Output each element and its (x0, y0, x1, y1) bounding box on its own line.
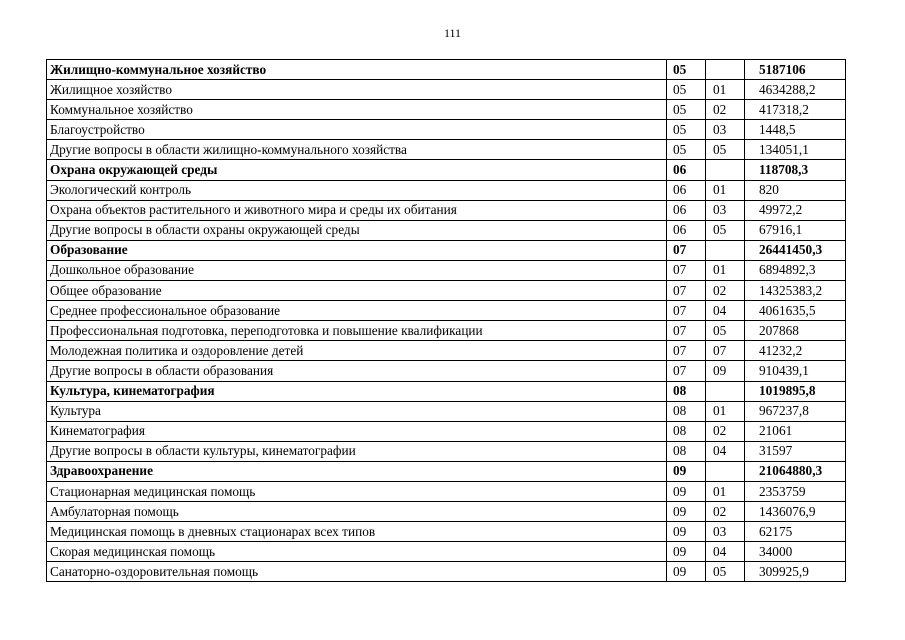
row-section-code-cell: 08 (667, 401, 706, 421)
row-section-code-cell: 09 (667, 481, 706, 501)
row-name-cell: Другие вопросы в области культуры, кинематографии (47, 441, 667, 461)
table-row (47, 441, 846, 461)
row-section-code-cell: 05 (667, 100, 706, 120)
row-subsection-code-cell: 01 (706, 481, 745, 501)
row-amount-cell: 309925,9 (745, 562, 846, 582)
table-row (47, 180, 846, 200)
row-name-cell: Жилищное хозяйство (47, 80, 667, 100)
row-subsection-code-cell: 04 (706, 441, 745, 461)
row-subsection-code-cell (706, 240, 745, 260)
row-name-cell: Стационарная медицинская помощь (47, 481, 667, 501)
row-name-cell: Охрана объектов растительного и животного мира и среды их обитания (47, 200, 667, 220)
row-name-cell: Коммунальное хозяйство (47, 100, 667, 120)
row-amount-cell: 6894892,3 (745, 260, 846, 280)
table-row (47, 80, 846, 100)
row-subsection-code-cell (706, 60, 745, 80)
table-row (47, 421, 846, 441)
row-amount-cell: 134051,1 (745, 140, 846, 160)
row-amount-cell: 34000 (745, 542, 846, 562)
table-row (47, 100, 846, 120)
row-amount-cell: 31597 (745, 441, 846, 461)
row-section-code-cell: 09 (667, 522, 706, 542)
table-row (47, 200, 846, 220)
row-subsection-code-cell (706, 381, 745, 401)
row-amount-cell: 967237,8 (745, 401, 846, 421)
row-amount-cell: 207868 (745, 321, 846, 341)
row-name-cell: Общее образование (47, 281, 667, 301)
row-amount-cell: 62175 (745, 522, 846, 542)
section-row (47, 381, 846, 401)
table-row (47, 562, 846, 582)
table-row (47, 120, 846, 140)
section-row (47, 160, 846, 180)
row-amount-cell: 417318,2 (745, 100, 846, 120)
table-row (47, 281, 846, 301)
row-section-code-cell: 08 (667, 441, 706, 461)
row-amount-cell: 4061635,5 (745, 301, 846, 321)
row-section-code-cell: 07 (667, 301, 706, 321)
row-amount-cell: 2353759 (745, 481, 846, 501)
row-subsection-code-cell: 02 (706, 100, 745, 120)
row-amount-cell: 1019895,8 (745, 381, 846, 401)
row-name-cell: Культура, кинематография (47, 381, 667, 401)
row-amount-cell: 5187106 (745, 60, 846, 80)
table-row (47, 341, 846, 361)
row-section-code-cell: 05 (667, 120, 706, 140)
row-name-cell: Профессиональная подготовка, переподготовка и повышение квалификации (47, 321, 667, 341)
row-name-cell: Другие вопросы в области жилищно-коммунального хозяйства (47, 140, 667, 160)
row-amount-cell: 21061 (745, 421, 846, 441)
row-amount-cell: 910439,1 (745, 361, 846, 381)
row-section-code-cell: 06 (667, 220, 706, 240)
row-name-cell: Молодежная политика и оздоровление детей (47, 341, 667, 361)
row-section-code-cell: 05 (667, 140, 706, 160)
row-name-cell: Культура (47, 401, 667, 421)
row-name-cell: Дошкольное образование (47, 260, 667, 280)
row-subsection-code-cell: 05 (706, 140, 745, 160)
table-row (47, 502, 846, 522)
row-section-code-cell: 06 (667, 160, 706, 180)
row-section-code-cell: 09 (667, 562, 706, 582)
row-name-cell: Образование (47, 240, 667, 260)
row-amount-cell: 49972,2 (745, 200, 846, 220)
row-subsection-code-cell: 03 (706, 120, 745, 140)
row-name-cell: Другие вопросы в области образования (47, 361, 667, 381)
row-subsection-code-cell: 04 (706, 301, 745, 321)
row-section-code-cell: 06 (667, 200, 706, 220)
row-name-cell: Среднее профессиональное образование (47, 301, 667, 321)
row-amount-cell: 118708,3 (745, 160, 846, 180)
row-amount-cell: 1436076,9 (745, 502, 846, 522)
table-row (47, 361, 846, 381)
row-amount-cell: 26441450,3 (745, 240, 846, 260)
row-subsection-code-cell: 02 (706, 421, 745, 441)
row-name-cell: Здравоохранение (47, 461, 667, 481)
table-row (47, 481, 846, 501)
row-name-cell: Другие вопросы в области охраны окружающей среды (47, 220, 667, 240)
row-amount-cell: 41232,2 (745, 341, 846, 361)
row-subsection-code-cell: 01 (706, 80, 745, 100)
row-name-cell: Кинематография (47, 421, 667, 441)
budget-table (46, 59, 846, 582)
row-section-code-cell: 08 (667, 381, 706, 401)
row-subsection-code-cell (706, 160, 745, 180)
table-row (47, 542, 846, 562)
row-subsection-code-cell: 01 (706, 401, 745, 421)
table-row (47, 140, 846, 160)
row-name-cell: Скорая медицинская помощь (47, 542, 667, 562)
row-subsection-code-cell: 03 (706, 522, 745, 542)
row-subsection-code-cell: 05 (706, 562, 745, 582)
row-amount-cell: 14325383,2 (745, 281, 846, 301)
row-name-cell: Жилищно-коммунальное хозяйство (47, 60, 667, 80)
budget-table-body (47, 60, 846, 582)
row-section-code-cell: 07 (667, 341, 706, 361)
row-subsection-code-cell: 09 (706, 361, 745, 381)
table-row (47, 522, 846, 542)
row-amount-cell: 4634288,2 (745, 80, 846, 100)
row-subsection-code-cell: 05 (706, 220, 745, 240)
row-subsection-code-cell: 02 (706, 502, 745, 522)
row-subsection-code-cell: 01 (706, 260, 745, 280)
row-subsection-code-cell (706, 461, 745, 481)
row-subsection-code-cell: 07 (706, 341, 745, 361)
row-section-code-cell: 07 (667, 240, 706, 260)
row-subsection-code-cell: 05 (706, 321, 745, 341)
section-row (47, 240, 846, 260)
row-subsection-code-cell: 04 (706, 542, 745, 562)
row-amount-cell: 1448,5 (745, 120, 846, 140)
row-section-code-cell: 05 (667, 80, 706, 100)
row-section-code-cell: 07 (667, 281, 706, 301)
table-row (47, 321, 846, 341)
row-name-cell: Охрана окружающей среды (47, 160, 667, 180)
row-name-cell: Экологический контроль (47, 180, 667, 200)
table-row (47, 220, 846, 240)
row-name-cell: Благоустройство (47, 120, 667, 140)
row-section-code-cell: 05 (667, 60, 706, 80)
row-section-code-cell: 07 (667, 260, 706, 280)
table-row (47, 401, 846, 421)
row-amount-cell: 21064880,3 (745, 461, 846, 481)
page-number: 111 (443, 26, 462, 40)
section-row (47, 461, 846, 481)
row-name-cell: Медицинская помощь в дневных стационарах всех типов (47, 522, 667, 542)
row-subsection-code-cell: 01 (706, 180, 745, 200)
row-subsection-code-cell: 02 (706, 281, 745, 301)
row-section-code-cell: 07 (667, 361, 706, 381)
section-row (47, 60, 846, 80)
row-section-code-cell: 07 (667, 321, 706, 341)
row-amount-cell: 67916,1 (745, 220, 846, 240)
table-row (47, 301, 846, 321)
row-section-code-cell: 06 (667, 180, 706, 200)
row-subsection-code-cell: 03 (706, 200, 745, 220)
row-section-code-cell: 09 (667, 542, 706, 562)
row-name-cell: Амбулаторная помощь (47, 502, 667, 522)
row-name-cell: Санаторно-оздоровительная помощь (47, 562, 667, 582)
row-section-code-cell: 09 (667, 502, 706, 522)
row-section-code-cell: 08 (667, 421, 706, 441)
row-section-code-cell: 09 (667, 461, 706, 481)
row-amount-cell: 820 (745, 180, 846, 200)
table-row (47, 260, 846, 280)
